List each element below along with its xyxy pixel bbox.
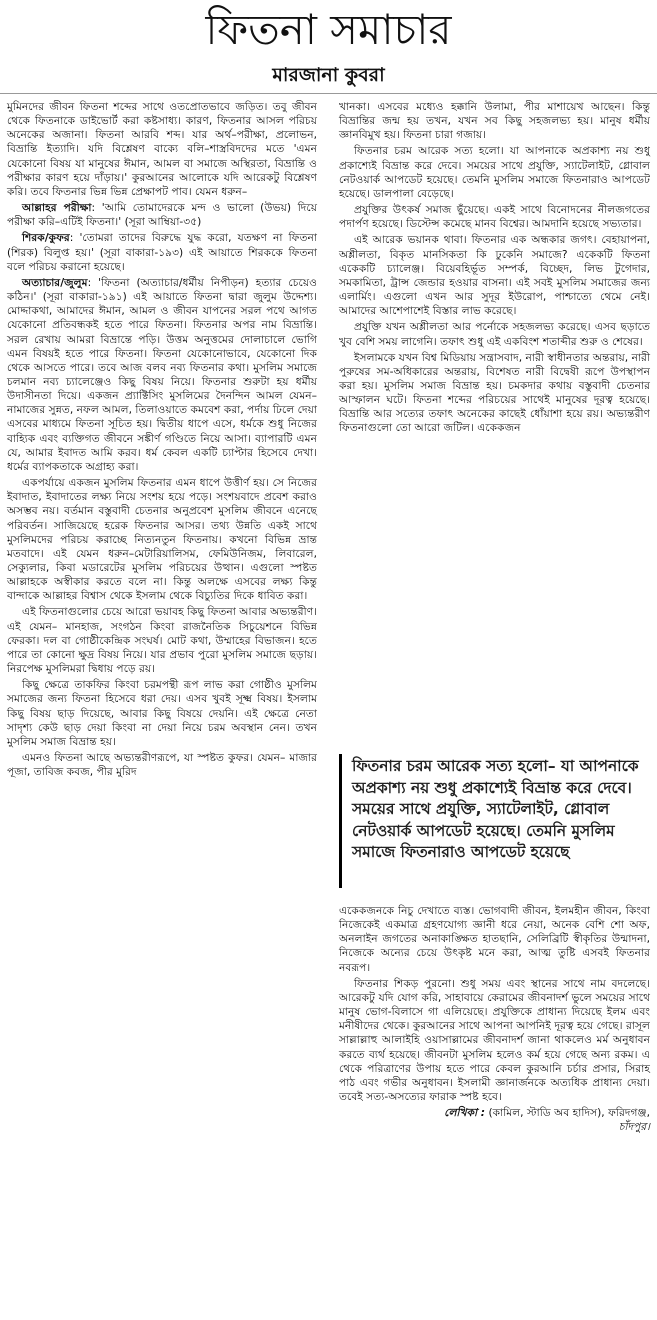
- paragraph: প্রযুক্তি যখন অশ্লীলতা আর পর্নোকে সহজলভ্য করেছে। এসব ছড়াতে খুব বেশি সময় লাগেনি। তফাৎ শুধু এই একবিংশ শতাব্দীর শুরু ও শেষের।: [339, 320, 650, 348]
- right-column-top: [339, 100, 650, 438]
- paragraph: একপর্যায়ে একজন মুসলিম ফিতনার এমন ধাপে উত্তীর্ণ হয়। সে নিজের ইবাদাত, ইবাদাতের লক্ষ্য নিয়ে সংশয় হয়ে পড়ে। সংশয়বাদে প্রবেশ করাও অসম্ভব নয়। বর্তমান বস্তুবাদী চেতনার অনুপ্রবেশ মুসলিম জীবনে এনেছে পরিবর্তন। সাজিয়েছে হরেক ফিতনার আসর। তথ্য উন্নতি একই সাথে মুসলিমদের পরিচয় করাচ্ছে নিত্যনতুন ফিতনায়। কখনো বিভিন্ন ভ্রান্ত মতবাদে। এই যেমন ধরুন–মেটারিয়ালিসম, ফেমিউনিজম, লিবারেল, সেক্যুলার, কিবা মডারেটের মুসলিম পরিচয়ের উত্থান। এগুলো স্পষ্টত আল্লাহকে অস্বীকার করতে বলে না। কিন্তু অলক্ষে এসবের লক্ষ্য কিন্তু বান্দাকে আল্লাহর বিশ্বাস থেকে ইসলাম থেকে বিচ্যুতির দিকে ধাবিত করা।: [7, 476, 317, 603]
- header-divider: [0, 93, 657, 94]
- paragraph: [7, 276, 317, 474]
- paragraph: প্রযুক্তির উৎকর্ষ সমাজ ছুঁয়েছে। একই সাথে বিনোদনের নীলজগতের পদার্পণ হয়েছে। ডিস্টেন্স কমেছে মানব বিশ্বের। আমদানি হয়েছে সভ্যতার।: [339, 203, 650, 231]
- paragraph: এমনও ফিতনা আছে অভ্যন্তরীণরূপে, যা স্পষ্টত কুফর। যেমন– মাজার পূজা, তাবিজ কবজ, পীর মুরিদ: [7, 751, 317, 779]
- paragraph: [7, 201, 317, 229]
- paragraph-text: : 'ফিতনা (অত্যাচার/ধর্মীয় নিপীড়ন) হত্যার চেয়েও কঠিন।' (সূরা বাকারা-১৯১) এই আয়াতে ফিতনা দ্বারা জুলুম উদ্দেশ্য। মোদ্দাকথা, আমাদের ঈমান, আমল ও জীবন যাপনের সরল পথে আগত যেকোনো প্রতিবন্ধকই হতে পারে ফিতনা। ফিতনার অপর নাম বিভ্রান্তি। সরল রেখায় আমরা বিভ্রান্তে পড়ি। উত্তম অনুত্তমের দোলাচালে ভোগি এমন বিষয়ই হতে পারে ফিতনা। ফিতনা যেকোনোভাবে, যেকোনো দিক থেকে আসতে পারে। তবে আজ বলব নব্য ফিতনার কথা। মুসলিম সমাজে চলমান নব্য চ্যালেঞ্জেও কিছু বিষয় নিয়ে। ফিতনার শুরুটা হয় ধর্মীয় উদাসীনতা দিয়ে। একজন প্র্যাক্টিসিং মুসলিমের দৈনন্দিন আমল যেমন–নামাজের সুন্নত, নফল আমল, তিলাওয়াতে কমবেশ করা, পর্দায় ঢিলে দেয়া এসবের মাধ্যমে ফিতনা সূচিত হয়। দ্বিতীয় ধাপে এসে, ধর্মকে শুধু নিজের বাহ্যিক এবং ব্যক্তিগত জীবনে সঙ্কীর্ণ গণ্ডিতে নিয়ে আসা। ব্যাপারটি এমন যে, আমার ইবাদত আমি করব। ধর্ম কেবল একটি চ্যাপ্টার হিসেবে দেখা। ধর্মের ব্যাপকতাকে অগ্রাহ্য করা।: [7, 275, 317, 473]
- right-column-bottom: [339, 904, 650, 1135]
- paragraph-text: : 'আমি তোমাদেরকে মন্দ ও ভালো (উভয়) দিয়ে পরীক্ষা করি–এটিই ফিতনা।' (সূরা আম্বিয়া-৩৫): [7, 201, 317, 229]
- paragraph: এই ফিতনাগুলোর চেয়ে আরো ভয়াবহ কিছু ফিতনা আবার অভ্যন্তরীণ। এই যেমন– মানহাজ, সংগঠন কিংবা রাজনৈতিক সিচুয়েশনে বিভিন্ন ফেরকা। দল বা গোষ্ঠীকেন্দ্রিক সংঘর্ষ। মোট কথা, উম্মাহের বিভাজন। হতে পারে তা কোনো ক্ষুদ্র বিষয় নিয়ে। যার প্রভাব পুরো মুসলিম সমাজে ছড়ায়। নিরপেক্ষ মুসলিমরা দ্বিধায় পড়ে রয়।: [7, 605, 317, 676]
- paragraph-heading: অত্যাচার/জুলুম: [21, 275, 88, 289]
- paragraph: কিছু ক্ষেত্রে তাকফির কিংবা চরমপন্থী রূপ লাভ করা গোষ্ঠীও মুসলিম সমাজের জন্য ফিতনা হিসেবে ধরা দেয়। এসব খুবই সূক্ষ্ম বিষয়। ইসলাম কিছু বিষয় ছাড় দিয়েছে, আবার কিছু বিষয়ে দেয়নি। এই ক্ষেত্রে নেতা সাদৃশ্য কেউ ছাড় দেয়া কিংবা না দেয়া নিয়ে চরম অবস্থান নেন। তখন মুসলিম সমাজ বিভ্রান্ত হয়।: [7, 678, 317, 748]
- paragraph: ফিতনার চরম আরেক সত্য হলো। যা আপনাকে অপ্রকাশ্য নয় শুধু প্রকাশ্যেই বিভ্রান্ত করে দেবে। সময়ের সাথে প্রযুক্তি, স্যাটেলাইট, গ্লোবাল নেটওয়ার্ক আপডেট হয়েছে। তেমনি মুসলিম সমাজে ফিতনারাও আপডেট হয়েছে। ডালপালা বেড়েছে।: [339, 144, 650, 200]
- paragraph-text: : 'তোমরা তাদের বিরুদ্ধে যুদ্ধ করো, যতক্ষণ না ফিতনা (শিরক) বিলুপ্ত হয়।' (সূরা বাকারা-১৯৩) এই আয়াতে শিরককে ফিতনা বলে পরিচয় করানো হয়েছে।: [7, 231, 317, 273]
- paragraph: [7, 231, 317, 273]
- paragraph: ফিতনার শিকড় পুরনো। শুধু সময় এবং স্থানের সাথে নাম বদলেছে। আরেকটু যদি যোগ করি, সাহাবায়ে কেরামের জীবনাদর্শ ভুলে সময়ের সাথে মানুষ ভোগ-বিলাসে গা এলিয়েছে। প্রযুক্তিকে প্রাধান্য দিয়েছে ইলম এবং মনীষীদের থেকে। কুরআনের সাথে আপনা আপনিই দূরত্ব হয়ে গেছে। রাসূল সাল্লাল্লাহু আলাইহি ওয়াসাল্লামের জীবনাদর্শ জানা থাকলেও মর্ম অনুধাবন করতে ব্যর্থ হয়েছে। জীবনটা মুসলিম হলেও কর্ম হয়ে গেছে অন্য রকম। এ থেকে পরিত্রাণের উপায় হতে পারে কেবল কুরআনি চর্চার প্রসার, সিরাহ পাঠ এবং গভীর অনুধাবন। ইসলামী জ্ঞানার্জনকে অত্যধিক প্রাধান্য দেয়া। তবেই সত্য-অসত্যের ফারাক স্পষ্ট হবে।: [339, 976, 650, 1104]
- paragraph: ইসলামকে যখন বিশ্ব মিডিয়ায় সন্ত্রাসবাদ, নারী স্বাধীনতার অন্তরায়, নারী পুরুষের সম-অধিকারের অন্তরায়, বিশেষত নারী বিদ্বেষী রূপে উপস্থাপন করা হয়। মুসলিম সমাজ বিভ্রান্ত হয়। চমকদার কথায় বস্তুবাদী চেতনার আস্ফালন ঘটে। ফিতনা শব্দের পরিচয়ের সাথেই মানুষের দূরত্ব হয়েছে। বিভ্রান্তি আর সত্যের তফাৎ অনেকের কাছেই ধোঁয়াশা হয়ে রয়। অভ্যন্তরীণ ফিতনাগুলো তো আরো জটিল। একেকজন: [339, 350, 650, 435]
- paragraph: খানকা। এসবের মধ্যেও হক্কানি উলামা, পীর মাশায়েখ আছেন। কিন্তু বিভ্রান্তির জন্ম হয় তখন, যখন সব কিছু সহজলভ্য হয়। মানুষ ধর্মীয় জ্ঞানবিমুখ হয়। ফিতনা চারা গজায়।: [339, 100, 650, 142]
- signature-label: লেখিকা :: [444, 1106, 486, 1120]
- article-author: মারজানা কুবরা: [272, 64, 385, 86]
- signature-place: চাঁদপুর।: [618, 1120, 650, 1134]
- article-title: ফিতনা সমাচার: [205, 5, 452, 54]
- pull-quote: ফিতনার চরম আরেক সত্য হলো– যা আপনাকে অপ্রকাশ্য নয় শুধু প্রকাশ্যেই বিভ্রান্ত করে দেবে। সময়ের সাথে প্রযুক্তি, স্যাটেলাইট, গ্লোবাল নেটওয়ার্ক আপডেট হয়েছে। তেমনি মুসলিম সমাজে ফিতনারাও আপডেট হয়েছে: [339, 754, 650, 888]
- paragraph: এই আরেক ভয়ানক থাবা। ফিতনার এক অন্ধকার জগৎ। বেহায়াপনা, অশ্লীলতা, বিকৃত মানসিকতা কি ঢুকেনি সমাজে? একেকটি ফিতনা একেকটি চ্যালেঞ্জ। বিয়েবহির্ভূত সম্পর্ক, বিচ্ছেদ, লিভ টুগেদার, সমকামিতা, ট্রান্স জেন্ডার হওয়ার বাসনা। এই সবই মুসলিম সমাজের জন্য এলার্মিং। এগুলো এখন আর সুদূর ইউরোপ, পাশ্চাত্যে থেমে নেই। আমাদের আশেপাশেই বিস্তার লাভ করেছে।: [339, 233, 650, 318]
- signature-credentials: (কামিল, স্টাডি অব হাদিস), ফরিদগঞ্জ,: [488, 1106, 650, 1120]
- paragraph-heading: শিরক/কুফর: [21, 231, 70, 245]
- paragraph: একেকজনকে নিচু দেখাতে ব্যস্ত। ভোগবাদী জীবন, ইলমহীন জীবন, কিংবা নিজেকেই একমাত্র গ্রহণযোগ্য জ্ঞানী ধরে নেয়া, অনেক বেশি শো অফ, অনলাইন জগতের অনাকাঙ্ক্ষিত হাতছানি, সেলিব্রিটি স্বীকৃতির উন্মাদনা, নিজেকে অন্যের চেয়ে উৎকৃষ্ট মনে করা, আত্ম তুষ্টি এসবই ফিতনার নবরূপ।: [339, 904, 650, 974]
- author-signature: [339, 1106, 650, 1134]
- paragraph-heading: আল্লাহর পরীক্ষা: [21, 201, 92, 215]
- paragraph: মুমিনদের জীবন ফিতনা শব্দের সাথে ওতপ্রোতভাবে জড়িত। তবু জীবন থেকে ফিতনাকে ডাইভোর্ট করা কষ্টসাধ্য। কারণ, ফিতনার আসল পরিচয় অনেকের অজানা। ফিতনা আরবি শব্দ। যার অর্থ–পরীক্ষা, প্রলোভন, বিভ্রান্তি ইত্যাদি। যদি বিশ্লেষণ বাক্যে বলি–শাস্ত্রবিদদের মতে 'এমন যেকোনো বিষয় যা মানুষের ঈমান, আমল বা সমাজে অস্থিরতা, বিভ্রান্তি ও পরীক্ষার কারণ হয়ে দাঁড়ায়।' কুরআনের আলোকে যদি আরেকটু বিশ্লেষণ করি। তবে ফিতনার ভিন্ন ভিন্ন প্রেক্ষাপট পাব। যেমন ধরুন–: [7, 100, 317, 198]
- left-column: [7, 100, 317, 781]
